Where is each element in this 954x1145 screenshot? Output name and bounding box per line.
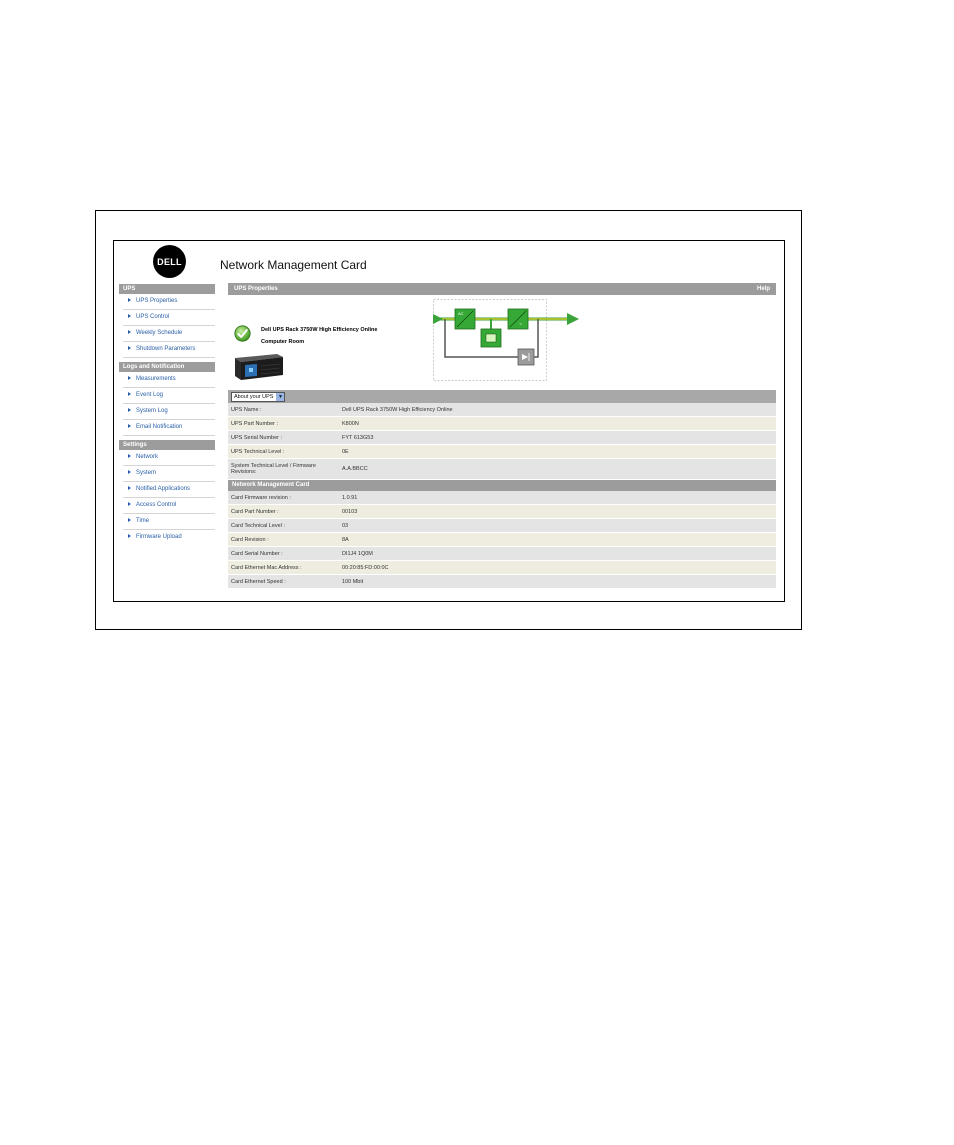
- section-title: UPS Properties: [234, 286, 278, 292]
- ups-properties-header: [228, 283, 776, 295]
- main-content: [228, 283, 776, 589]
- network-card-table: [228, 491, 776, 589]
- sidebar-section-ups: UPS: [119, 284, 215, 294]
- sidebar-item-ups-properties[interactable]: [123, 294, 215, 310]
- sidebar-item-label: Notified Applications: [136, 486, 191, 492]
- sidebar-item-event-log[interactable]: [123, 388, 215, 404]
- table-row: [228, 491, 776, 505]
- table-row: [228, 445, 776, 459]
- svg-text:~: ~: [519, 322, 522, 328]
- row-value: 03: [339, 519, 776, 533]
- sidebar-item-email-notification[interactable]: [123, 420, 215, 436]
- row-value: 100 Mbit: [339, 575, 776, 589]
- row-value: 8A: [339, 533, 776, 547]
- sidebar-item-label: Firmware Upload: [136, 534, 182, 540]
- app-window: [113, 240, 785, 602]
- table-row: [228, 459, 776, 480]
- row-value: K800N: [339, 417, 776, 431]
- sidebar-item-shutdown-parameters[interactable]: [123, 342, 215, 358]
- sidebar-section-settings: Settings: [119, 440, 215, 450]
- sidebar-item-label: Weekly Schedule: [136, 330, 183, 336]
- row-value: 00103: [339, 505, 776, 519]
- row-label: UPS Technical Level :: [228, 445, 339, 459]
- table-row: [228, 417, 776, 431]
- sidebar-item-network[interactable]: [123, 450, 215, 466]
- sidebar-item-label: UPS Properties: [136, 298, 178, 304]
- sidebar-item-label: Access Control: [136, 502, 177, 508]
- ups-status-panel: [228, 295, 776, 390]
- row-label: System Technical Level / Firmware Revisions:: [228, 459, 339, 480]
- sidebar-section-logs: Logs and Notification: [119, 362, 215, 372]
- row-label: Card Ethernet Speed :: [228, 575, 339, 589]
- table-row: [228, 519, 776, 533]
- sidebar-item-time[interactable]: [123, 514, 215, 530]
- arrow-right-icon: [128, 518, 131, 522]
- sidebar-item-weekly-schedule[interactable]: [123, 326, 215, 342]
- ups-name: Dell UPS Rack 3750W High Efficiency Online: [261, 327, 378, 333]
- ups-location: Computer Room: [261, 339, 305, 345]
- table-row: [228, 533, 776, 547]
- ups-device-image: [233, 348, 285, 382]
- sidebar-item-label: Event Log: [136, 392, 164, 398]
- arrow-right-icon: [128, 454, 131, 458]
- dropdown-value: About your UPS: [234, 393, 274, 400]
- row-label: Card Part Number :: [228, 505, 339, 519]
- about-ups-dropdown[interactable]: [231, 392, 285, 402]
- arrow-right-icon: [128, 486, 131, 490]
- arrow-right-icon: [128, 392, 131, 396]
- sidebar-item-system-log[interactable]: [123, 404, 215, 420]
- arrow-right-icon: [128, 330, 131, 334]
- row-label: Card Serial Number :: [228, 547, 339, 561]
- arrow-right-icon: [128, 298, 131, 302]
- sidebar-item-access-control[interactable]: [123, 498, 215, 514]
- page-title: Network Management Card: [220, 258, 367, 272]
- sidebar-item-label: Shutdown Parameters: [136, 346, 196, 352]
- arrow-right-icon: [128, 408, 131, 412]
- chevron-down-icon[interactable]: ▼: [277, 393, 283, 400]
- svg-text:AC: AC: [458, 311, 464, 316]
- sidebar-item-label: Network: [136, 454, 159, 460]
- info-select-bar: [228, 390, 776, 403]
- sidebar-item-label: Time: [136, 518, 150, 524]
- row-value: 0E: [339, 445, 776, 459]
- row-value: 1.0.91: [339, 491, 776, 505]
- row-value: FYT 613G53: [339, 431, 776, 445]
- sidebar-item-label: System: [136, 470, 157, 476]
- row-value: DI1J4 1Q0M: [339, 547, 776, 561]
- sidebar-item-label: UPS Control: [136, 314, 170, 320]
- sidebar-item-notified-applications[interactable]: [123, 482, 215, 498]
- sidebar: [119, 284, 215, 545]
- arrow-right-icon: [128, 346, 131, 350]
- status-ok-icon: [234, 325, 251, 342]
- arrow-right-icon: [128, 376, 131, 380]
- arrow-right-icon: [128, 534, 131, 538]
- row-value: Dell UPS Rack 3750W High Efficiency Online: [339, 403, 776, 417]
- sidebar-item-label: Email Notification: [136, 424, 183, 430]
- row-label: Card Firmware revision :: [228, 491, 339, 505]
- table-row: [228, 575, 776, 589]
- arrow-right-icon: [128, 424, 131, 428]
- table-row: [228, 561, 776, 575]
- sidebar-item-system[interactable]: [123, 466, 215, 482]
- ups-info-table: [228, 403, 776, 480]
- sidebar-item-measurements[interactable]: [123, 372, 215, 388]
- sidebar-item-ups-control[interactable]: [123, 310, 215, 326]
- row-label: Card Ethernet Mac Address :: [228, 561, 339, 575]
- help-link[interactable]: Help: [756, 286, 770, 292]
- sidebar-item-label: Measurements: [136, 376, 176, 382]
- row-label: UPS Name :: [228, 403, 339, 417]
- row-value: 00:20:85:FD:00:0C: [339, 561, 776, 575]
- arrow-right-icon: [128, 470, 131, 474]
- sidebar-item-firmware-upload[interactable]: [123, 530, 215, 545]
- row-value: A.A.BBCC: [339, 459, 776, 480]
- ups-flow-diagram: [433, 299, 583, 381]
- network-card-header: Network Management Card: [228, 480, 776, 491]
- table-row: [228, 403, 776, 417]
- arrow-right-icon: [128, 502, 131, 506]
- table-row: [228, 431, 776, 445]
- arrow-right-icon: [128, 314, 131, 318]
- row-label: UPS Serial Number :: [228, 431, 339, 445]
- sidebar-item-label: System Log: [136, 408, 168, 414]
- dell-logo: DELL: [153, 245, 186, 278]
- row-label: Card Revision :: [228, 533, 339, 547]
- row-label: UPS Part Number :: [228, 417, 339, 431]
- table-row: [228, 547, 776, 561]
- table-row: [228, 505, 776, 519]
- row-label: Card Technical Level :: [228, 519, 339, 533]
